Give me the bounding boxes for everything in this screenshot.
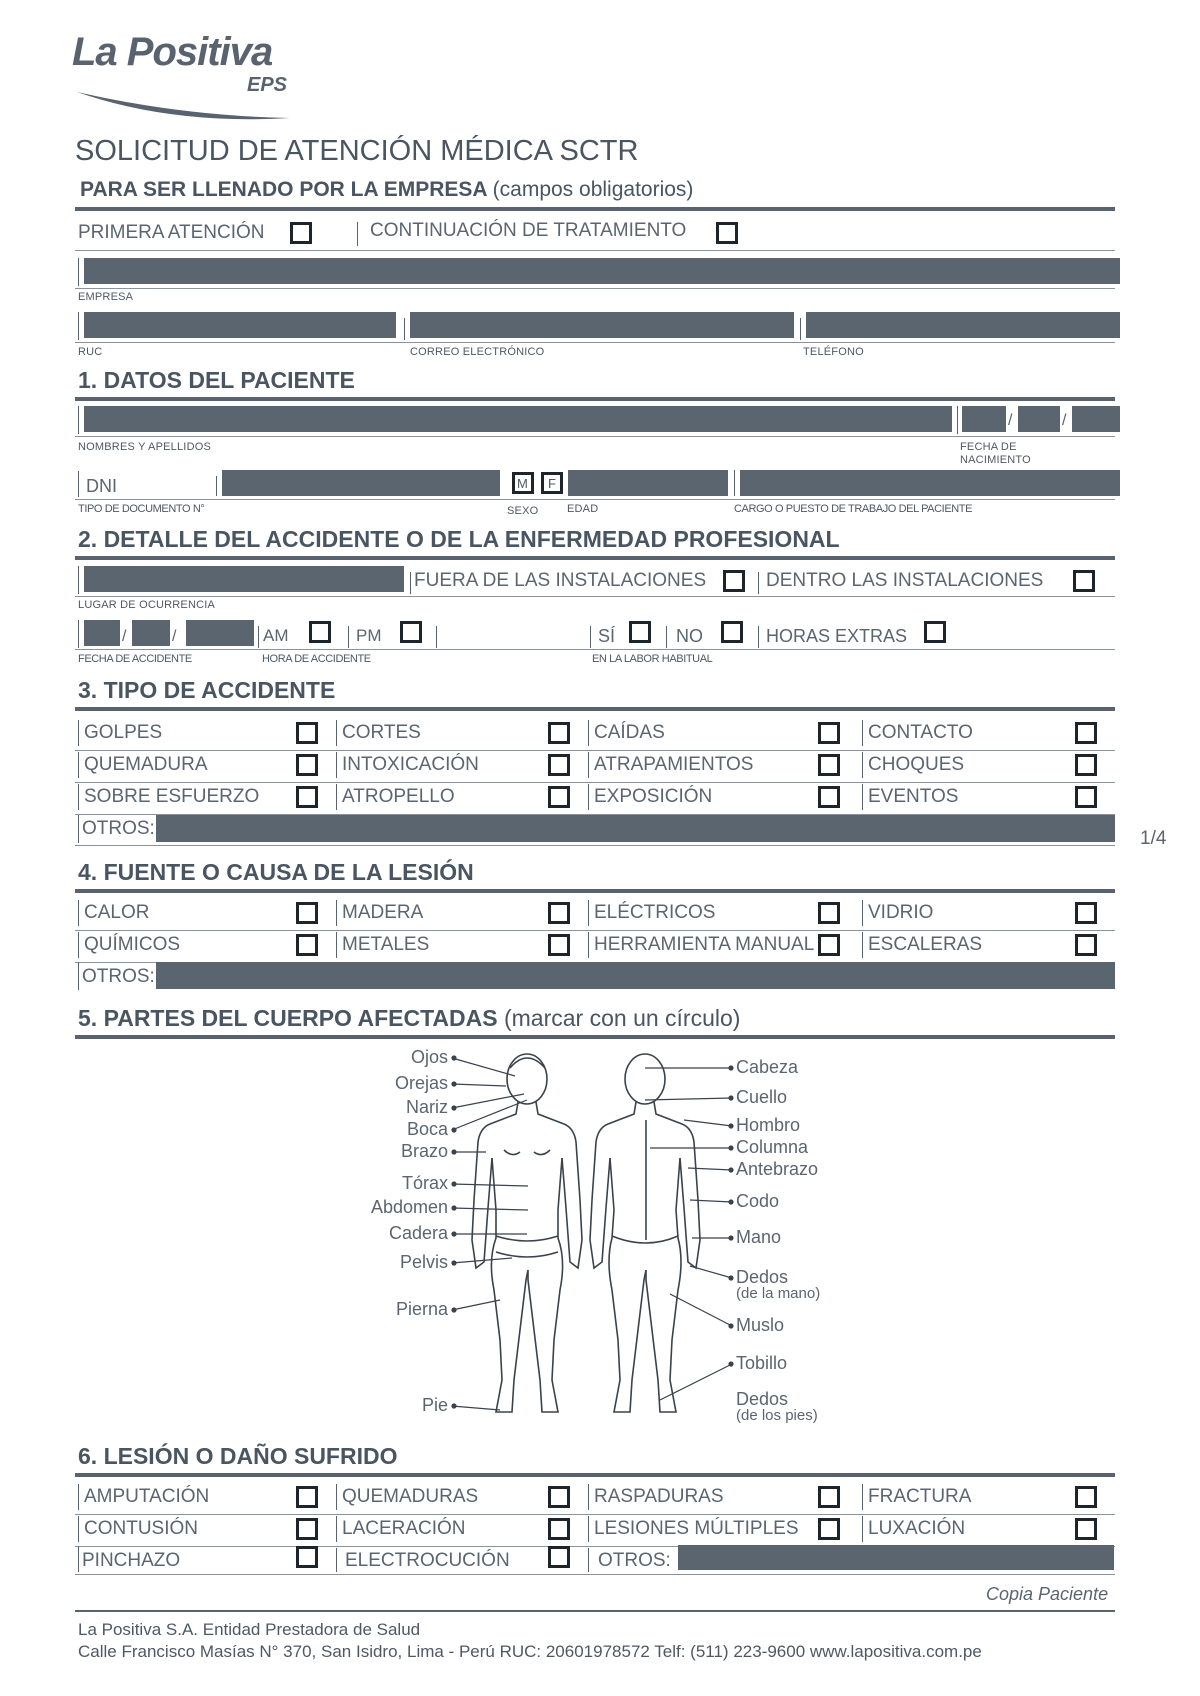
section1-heading: 1. DATOS DEL PACIENTE	[78, 367, 355, 393]
age-field[interactable]	[568, 470, 728, 496]
inside-premises-label: DENTRO LAS INSTALACIONES	[766, 570, 1044, 591]
leader-dot	[452, 1182, 456, 1186]
divider	[862, 1484, 863, 1510]
leader-dot	[729, 1362, 733, 1366]
body-part-label: Dedos	[736, 1389, 789, 1409]
body-part-label: Antebrazo	[736, 1159, 819, 1179]
divider	[862, 720, 863, 746]
accident-hour-label: HORA DE ACCIDENTE	[262, 653, 371, 665]
injury-damage-checkbox[interactable]	[296, 1518, 318, 1540]
leader-dot	[729, 1096, 733, 1100]
divider	[78, 1516, 79, 1542]
body-part-label: Cadera	[388, 1223, 448, 1243]
am-checkbox[interactable]	[309, 621, 331, 643]
accident-type-label: GOLPES	[84, 722, 163, 743]
document-type-value: DNI	[86, 476, 117, 496]
document-type-label: TIPO DE DOCUMENTO N°	[78, 503, 205, 515]
date-separator: /	[172, 628, 177, 645]
divider	[666, 626, 667, 648]
footer-line-1: La Positiva S.A. Entidad Prestadora de Salud	[78, 1620, 421, 1639]
pm-label: PM	[356, 626, 382, 645]
birth-date-label-1: FECHA DE	[960, 441, 1017, 453]
accident-type-label: CONTACTO	[868, 722, 973, 743]
divider	[588, 720, 589, 746]
injury-cause-checkbox[interactable]	[548, 934, 570, 956]
divider	[336, 1548, 337, 1572]
divider	[862, 900, 863, 926]
leader-line	[688, 1168, 732, 1170]
divider	[78, 815, 79, 843]
injury-cause-checkbox[interactable]	[1075, 902, 1097, 924]
divider	[336, 784, 337, 810]
leader-dot	[729, 1168, 733, 1172]
divider	[75, 1514, 1115, 1515]
logo-brand: La Positiva	[72, 30, 273, 74]
divider	[758, 626, 759, 648]
accident-type-checkbox[interactable]	[1075, 722, 1097, 744]
divider	[75, 288, 1115, 289]
leader-dot	[452, 1308, 456, 1312]
divider	[800, 318, 801, 340]
divider	[75, 342, 1115, 343]
leader-dot	[452, 1106, 456, 1110]
divider	[78, 406, 79, 434]
date-separator: /	[122, 628, 127, 645]
divider	[78, 932, 79, 958]
logo-swoosh-icon	[72, 30, 302, 125]
divider	[75, 750, 1115, 751]
sex-f-label: F	[548, 476, 557, 491]
date-separator: /	[1008, 412, 1013, 429]
accident-month-field[interactable]	[132, 620, 170, 646]
logo-sub: EPS	[247, 74, 288, 96]
divider	[588, 784, 589, 810]
injury-damage-checkbox[interactable]	[1075, 1518, 1097, 1540]
body-part-label: Orejas	[394, 1073, 448, 1093]
divider	[588, 1516, 589, 1542]
patient-name-label: NOMBRES Y APELLIDOS	[78, 441, 212, 453]
accident-type-checkbox[interactable]	[296, 786, 318, 808]
divider	[75, 207, 1115, 211]
divider	[862, 752, 863, 778]
outside-premises-label: FUERA DE LAS INSTALACIONES	[414, 570, 707, 591]
body-part-label: Cuello	[736, 1087, 788, 1107]
divider	[78, 258, 79, 286]
divider	[75, 1574, 1115, 1575]
injury-damage-checkbox[interactable]	[296, 1486, 318, 1508]
accident-type-label: CORTES	[342, 722, 421, 743]
injury-damage-checkbox[interactable]	[548, 1486, 570, 1508]
leader-line	[452, 1258, 512, 1263]
divider	[957, 406, 958, 434]
injury-cause-label: CALOR	[84, 902, 150, 923]
accident-type-label: EVENTOS	[868, 786, 959, 807]
body-part-label: (de la mano)	[736, 1285, 821, 1302]
divider	[78, 471, 79, 497]
usual-work-yes-label: SÍ	[598, 626, 616, 646]
section3-heading: 3. TIPO DE ACCIDENTE	[78, 677, 336, 703]
sex-label: SEXO	[507, 505, 539, 517]
divider	[78, 962, 79, 990]
divider	[75, 845, 1115, 846]
injury-cause-label: VIDRIO	[868, 902, 934, 923]
divider	[588, 1484, 589, 1510]
injury-others-field[interactable]	[678, 1545, 1114, 1570]
empresa-label: EMPRESA	[78, 291, 134, 303]
body-part-label: Mano	[736, 1227, 782, 1247]
overtime-label: HORAS EXTRAS	[766, 626, 908, 646]
accident-type-checkbox[interactable]	[818, 786, 840, 808]
injury-cause-checkbox[interactable]	[296, 902, 318, 924]
injury-damage-label: AMPUTACIÓN	[84, 1486, 210, 1507]
injury-damage-label: LUXACIÓN	[868, 1518, 966, 1539]
injury-damage-checkbox[interactable]	[1075, 1486, 1097, 1508]
injury-cause-checkbox[interactable]	[296, 934, 318, 956]
leader-dot	[452, 1206, 456, 1210]
accident-type-label: INTOXICACIÓN	[342, 754, 479, 775]
injury-cause-label: HERRAMIENTA MANUAL	[594, 934, 815, 955]
leader-dot	[452, 1056, 456, 1060]
accident-type-label: CAÍDAS	[594, 722, 665, 743]
accident-type-checkbox[interactable]	[548, 786, 570, 808]
divider	[357, 222, 358, 246]
birth-month-field[interactable]	[1018, 406, 1060, 432]
section5-heading	[78, 1005, 740, 1032]
injury-row3-label-2: ELECTROCUCIÓN	[345, 1550, 510, 1571]
divider	[336, 900, 337, 926]
divider	[258, 626, 259, 648]
body-part-label: Columna	[736, 1137, 809, 1157]
email-label: CORREO ELECTRÓNICO	[410, 346, 545, 358]
divider	[216, 476, 217, 496]
injury-cause-label: MADERA	[342, 902, 424, 923]
usual-work-no-label: NO	[676, 626, 703, 646]
divider	[75, 930, 1115, 931]
body-part-label: Muslo	[736, 1315, 785, 1335]
accident-type-checkbox[interactable]	[818, 722, 840, 744]
leader-dot	[729, 1124, 733, 1128]
footer-line-2: Calle Francisco Masías N° 370, San Isidro, Lima - Perú RUC: 20601978572 Telf: (511) 223-9600 www.lapositiva.com.pe	[78, 1642, 982, 1661]
body-part-label: (de los pies)	[736, 1407, 818, 1424]
body-part-label: Dedos	[736, 1267, 789, 1287]
injury-damage-checkbox[interactable]	[548, 1518, 570, 1540]
divider	[336, 932, 337, 958]
age-label: EDAD	[567, 503, 599, 515]
injury-cause-checkbox[interactable]	[1075, 934, 1097, 956]
continuation-label: CONTINUACIÓN DE TRATAMIENTO	[370, 220, 687, 241]
overtime-checkbox[interactable]	[924, 621, 946, 643]
leader-line	[452, 1300, 500, 1310]
leader-dot	[452, 1404, 456, 1408]
leader-dot	[729, 1146, 733, 1150]
divider	[78, 312, 79, 340]
divider	[75, 1610, 1115, 1612]
divider	[75, 707, 1115, 711]
divider	[75, 596, 1115, 597]
injury-cause-others-label: OTROS:	[82, 966, 155, 987]
job-position-label: CARGO O PUESTO DE TRABAJO DEL PACIENTE	[734, 503, 973, 515]
am-label: AM	[263, 626, 289, 645]
divider	[336, 720, 337, 746]
leader-line	[452, 1100, 527, 1130]
empresa-field[interactable]	[84, 258, 1120, 284]
divider	[75, 499, 1115, 500]
divider	[404, 318, 405, 340]
divider	[78, 1546, 79, 1572]
divider	[436, 626, 437, 648]
pm-checkbox[interactable]	[400, 621, 422, 643]
divider	[348, 626, 349, 648]
birth-year-field[interactable]	[1072, 406, 1120, 432]
ruc-field[interactable]	[84, 312, 396, 338]
divider	[862, 932, 863, 958]
usual-work-label: EN LA LABOR HABITUAL	[592, 653, 713, 665]
leader-dot	[729, 1276, 733, 1280]
company-section-heading	[80, 178, 693, 202]
injury-row3-checkbox-2[interactable]	[548, 1546, 570, 1568]
logo	[72, 30, 302, 125]
injury-row3-label-1: PINCHAZO	[82, 1550, 181, 1571]
divider	[588, 900, 589, 926]
section5-heading-main: 5. PARTES DEL CUERPO AFECTADAS	[78, 1005, 498, 1031]
divider	[588, 752, 589, 778]
patient-name-field[interactable]	[84, 406, 952, 432]
injury-damage-label: RASPADURAS	[594, 1486, 724, 1507]
divider	[78, 784, 79, 810]
accident-type-label: CHOQUES	[868, 754, 965, 775]
accident-type-label: EXPOSICIÓN	[594, 786, 713, 807]
divider	[75, 436, 1115, 437]
divider	[75, 397, 1115, 401]
divider	[75, 889, 1115, 893]
section2-heading: 2. DETALLE DEL ACCIDENTE O DE LA ENFERMEDAD PROFESIONAL	[78, 526, 840, 552]
company-heading-note: (campos obligatorios)	[492, 178, 694, 201]
body-part-label: Pelvis	[399, 1252, 448, 1272]
divider	[75, 649, 1115, 650]
accident-type-checkbox[interactable]	[296, 722, 318, 744]
leader-line	[690, 1200, 732, 1202]
divider	[78, 752, 79, 778]
accident-type-checkbox[interactable]	[548, 722, 570, 744]
place-label: LUGAR DE OCURRENCIA	[78, 599, 216, 611]
first-attention-checkbox[interactable]	[290, 222, 312, 244]
accident-type-others-field[interactable]	[156, 815, 1115, 842]
continuation-checkbox[interactable]	[716, 222, 738, 244]
leader-dot	[729, 1066, 733, 1070]
divider	[336, 1484, 337, 1510]
email-field[interactable]	[410, 312, 794, 338]
injury-cause-label: QUÍMICOS	[84, 934, 181, 955]
accident-type-checkbox[interactable]	[548, 754, 570, 776]
outside-premises-checkbox[interactable]	[723, 570, 745, 592]
injury-cause-others-field[interactable]	[156, 962, 1115, 989]
divider	[75, 1035, 1115, 1039]
body-part-label: Cabeza	[736, 1057, 799, 1077]
phone-label: TELÉFONO	[803, 346, 864, 358]
company-heading-main: PARA SER LLENADO POR LA EMPRESA	[80, 178, 487, 201]
injury-cause-checkbox[interactable]	[818, 934, 840, 956]
injury-cause-label: ESCALERAS	[868, 934, 983, 955]
injury-others-label: OTROS:	[598, 1550, 671, 1571]
accident-type-checkbox[interactable]	[296, 754, 318, 776]
divider	[78, 900, 79, 926]
section5-heading-note: (marcar con un círculo)	[503, 1005, 741, 1031]
accident-type-label: ATROPELLO	[342, 786, 455, 807]
divider	[336, 752, 337, 778]
leader-dot	[452, 1261, 456, 1265]
page-number: 1/4	[1140, 828, 1167, 849]
body-part-label: Nariz	[405, 1097, 448, 1117]
form-title: SOLICITUD DE ATENCIÓN MÉDICA SCTR	[75, 135, 639, 167]
usual-work-no-checkbox[interactable]	[721, 621, 743, 643]
divider	[336, 1516, 337, 1542]
injury-cause-checkbox[interactable]	[548, 902, 570, 924]
sex-m-label: M	[517, 476, 529, 491]
accident-type-checkbox[interactable]	[818, 754, 840, 776]
body-part-label: Codo	[736, 1191, 780, 1211]
divider	[734, 470, 735, 496]
body-part-label: Brazo	[400, 1141, 448, 1161]
body-part-label: Hombro	[736, 1115, 801, 1135]
accident-type-label: ATRAPAMIENTOS	[594, 754, 754, 775]
leader-dot	[452, 1232, 456, 1236]
section4-heading: 4. FUENTE O CAUSA DE LA LESIÓN	[78, 859, 474, 885]
birth-date-label-2: NACIMIENTO	[960, 454, 1031, 466]
injury-damage-checkbox[interactable]	[818, 1486, 840, 1508]
body-diagram-icon	[0, 1040, 1200, 1460]
section6-heading: 6. LESIÓN O DAÑO SUFRIDO	[78, 1443, 398, 1469]
divider	[78, 1484, 79, 1510]
leader-line	[452, 1208, 528, 1210]
accident-day-field[interactable]	[84, 620, 120, 646]
divider	[78, 720, 79, 746]
injury-row3-checkbox-1[interactable]	[296, 1546, 318, 1568]
injury-damage-label: QUEMADURAS	[342, 1486, 479, 1507]
leader-line	[452, 1406, 500, 1410]
birth-day-field[interactable]	[962, 406, 1006, 432]
divider	[75, 556, 1115, 560]
leader-line	[452, 1058, 515, 1076]
accident-type-checkbox[interactable]	[1075, 786, 1097, 808]
divider	[862, 784, 863, 810]
leader-line	[684, 1120, 732, 1126]
document-number-field[interactable]	[222, 470, 500, 496]
date-separator: /	[1062, 412, 1067, 429]
accident-type-label: QUEMADURA	[84, 754, 208, 775]
accident-type-others-label: OTROS:	[82, 818, 155, 839]
inside-premises-checkbox[interactable]	[1073, 570, 1095, 592]
leader-dot	[452, 1150, 456, 1154]
injury-damage-label: CONTUSIÓN	[84, 1518, 198, 1539]
divider	[588, 1548, 589, 1572]
injury-cause-checkbox[interactable]	[818, 902, 840, 924]
usual-work-yes-checkbox[interactable]	[629, 621, 651, 643]
leader-dot	[452, 1082, 456, 1086]
body-part-label: Ojos	[410, 1047, 448, 1067]
leader-dot	[729, 1236, 733, 1240]
injury-cause-label: METALES	[342, 934, 430, 955]
leader-dot	[729, 1200, 733, 1204]
injury-damage-label: FRACTURA	[868, 1486, 972, 1507]
body-part-label: Tobillo	[736, 1353, 788, 1373]
divider	[758, 572, 759, 594]
body-part-label: Tórax	[401, 1173, 448, 1193]
divider	[588, 932, 589, 958]
divider	[590, 626, 591, 648]
injury-cause-label: ELÉCTRICOS	[594, 902, 716, 923]
injury-damage-label: LACERACIÓN	[342, 1518, 466, 1539]
first-attention-label: PRIMERA ATENCIÓN	[78, 222, 265, 243]
leader-line	[690, 1266, 732, 1278]
leader-dot	[452, 1128, 456, 1132]
divider	[75, 782, 1115, 783]
injury-damage-label: LESIONES MÚLTIPLES	[594, 1518, 799, 1539]
phone-field[interactable]	[806, 312, 1120, 338]
copy-label: Copia Paciente	[986, 1584, 1109, 1604]
accident-type-checkbox[interactable]	[1075, 754, 1097, 776]
body-part-label: Pie	[421, 1395, 448, 1415]
divider	[78, 566, 79, 594]
divider	[862, 1516, 863, 1542]
accident-year-field[interactable]	[186, 620, 254, 646]
divider	[410, 572, 411, 594]
place-field[interactable]	[84, 566, 404, 592]
body-part-label: Abdomen	[370, 1197, 448, 1217]
accident-date-label: FECHA DE ACCIDENTE	[78, 653, 192, 665]
body-part-label: Pierna	[395, 1299, 448, 1319]
body-part-label: Boca	[406, 1119, 448, 1139]
ruc-label: RUC	[78, 346, 103, 358]
job-position-field[interactable]	[740, 470, 1120, 496]
leader-dot	[729, 1324, 733, 1328]
injury-damage-checkbox[interactable]	[818, 1518, 840, 1540]
divider	[78, 620, 79, 648]
leader-line	[670, 1294, 732, 1326]
leader-line	[452, 1084, 506, 1086]
divider	[75, 1473, 1115, 1477]
divider	[75, 250, 1115, 251]
accident-type-label: SOBRE ESFUERZO	[84, 786, 260, 807]
